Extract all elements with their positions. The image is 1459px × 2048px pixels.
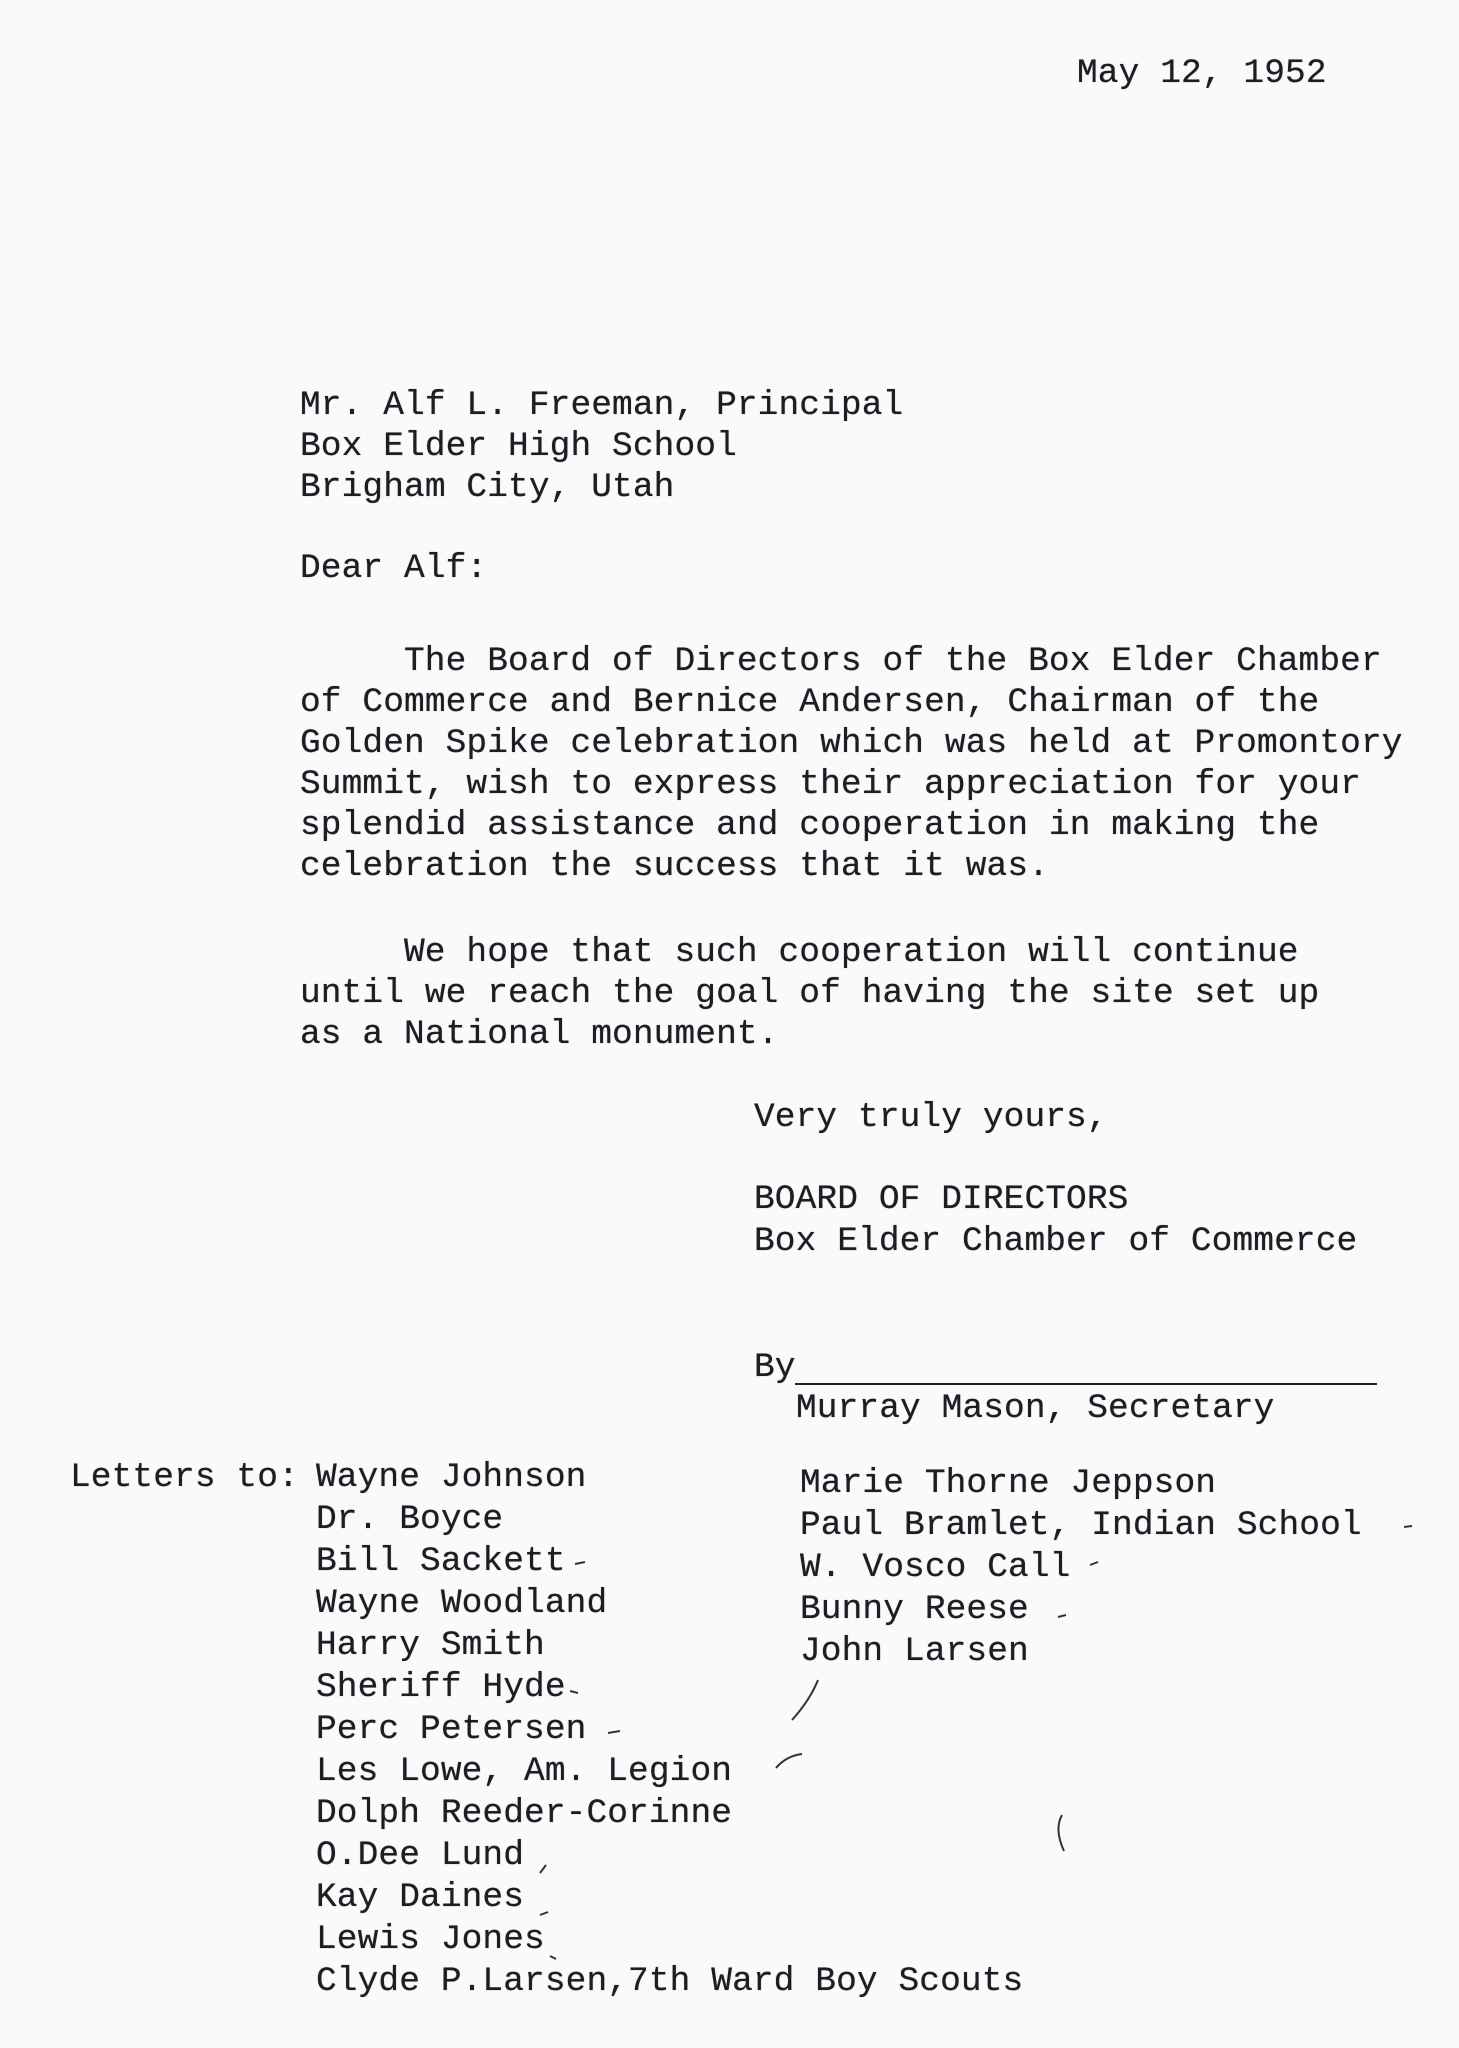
recipient-name: Mr. Alf L. Freeman, Principal <box>300 386 904 425</box>
list-item: Kay Daines <box>316 1878 525 1917</box>
list-item: Perc Petersen <box>316 1710 587 1749</box>
body-line: of Commerce and Bernice Andersen, Chairman of the <box>300 683 1320 722</box>
list-item: Wayne Johnson <box>316 1458 587 1497</box>
signature-org-line1: BOARD OF DIRECTORS <box>754 1180 1129 1219</box>
list-item: Sheriff Hyde <box>316 1668 566 1707</box>
by-label: By <box>754 1348 796 1387</box>
body-line: We hope that such cooperation will continue <box>404 933 1299 972</box>
list-item: Les Lowe, Am. Legion <box>316 1752 733 1791</box>
list-item: Paul Bramlet, Indian School <box>800 1506 1362 1545</box>
list-item: Bill Sackett <box>316 1542 566 1581</box>
list-item: Dolph Reeder-Corinne <box>316 1794 733 1833</box>
list-item: Marie Thorne Jeppson <box>800 1464 1217 1503</box>
signature-org-line2: Box Elder Chamber of Commerce <box>754 1222 1358 1261</box>
list-item: Clyde P.Larsen,7th Ward Boy Scouts <box>316 1962 1024 2001</box>
recipient-city: Brigham City, Utah <box>300 468 675 507</box>
body-line: splendid assistance and cooperation in making the <box>300 806 1320 845</box>
list-item: Wayne Woodland <box>316 1584 608 1623</box>
complimentary-close: Very truly yours, <box>754 1098 1108 1137</box>
list-item: John Larsen <box>800 1632 1029 1671</box>
body-line: The Board of Directors of the Box Elder Chamber <box>404 642 1382 681</box>
list-item: O.Dee Lund <box>316 1836 525 1875</box>
body-line: as a National monument. <box>300 1015 779 1054</box>
letter-date: May 12, 1952 <box>1077 54 1327 93</box>
distribution-label: Letters to: <box>70 1458 299 1497</box>
list-item: Bunny Reese <box>800 1590 1029 1629</box>
list-item: Dr. Boyce <box>316 1500 504 1539</box>
list-item: W. Vosco Call <box>800 1548 1071 1587</box>
body-line: Golden Spike celebration which was held at Promontory <box>300 724 1403 763</box>
body-line: until we reach the goal of having the site set up <box>300 974 1320 1013</box>
list-item: Harry Smith <box>316 1626 545 1665</box>
body-line: Summit, wish to express their appreciation for your <box>300 765 1361 804</box>
salutation: Dear Alf: <box>300 549 488 588</box>
list-item: Lewis Jones <box>316 1920 545 1959</box>
signer-name: Murray Mason, Secretary <box>796 1389 1275 1428</box>
body-line: celebration the success that it was. <box>300 847 1049 886</box>
recipient-school: Box Elder High School <box>300 427 737 466</box>
